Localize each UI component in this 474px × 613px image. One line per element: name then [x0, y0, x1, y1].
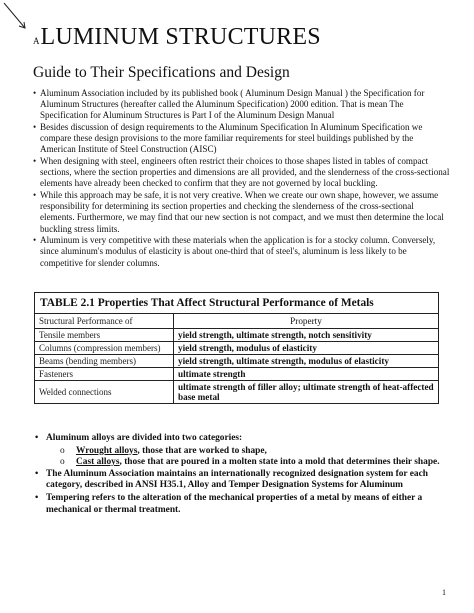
table-cell: ultimate strength [174, 368, 439, 381]
table-header-cell: Structural Performance of [35, 314, 174, 329]
circle-bullet-icon: o [60, 457, 65, 468]
alloy-categories-section [33, 433, 448, 517]
table-row [35, 329, 439, 342]
bullet-item: • While this approach may be safe, it is not very creative. When we create our own shape, however, we assume responsibility for determining its section properties and checking the slenderness of the cross-sectional elements. Furthermore, we may find that our new section is not compact, and we must then determine the local buckling stress limits. [33, 190, 444, 234]
bullet-dot-icon: • [33, 190, 37, 200]
circle-bullet-icon: o [60, 445, 65, 456]
table-cell: yield strength, modulus of elasticity [174, 342, 439, 355]
intro-bullet-list [33, 88, 450, 269]
page-title [33, 24, 321, 51]
bullet-item: • Aluminum alloys are divided into two categories: [35, 433, 243, 443]
table-header-row [35, 314, 439, 329]
bullet-dot-icon: • [33, 122, 37, 132]
bullet-dot-icon: • [35, 492, 39, 503]
table-row [35, 342, 439, 355]
bullet-dot-icon: • [35, 433, 39, 443]
table-row [35, 381, 439, 404]
bullet-item: • Aluminum is very competitive with these materials when the application is for a stocky column. Conversely, since aluminum's modulus of elasticity is about one-third that of steel's, aluminum is less likely to be competitive for slender columns. [33, 235, 436, 268]
sub-bullet-item: o Cast alloys, those that are poured in a molten state into a mold that determines their shape. [60, 457, 440, 468]
table-cell: Columns (compression members) [35, 342, 174, 355]
table-row [35, 355, 439, 368]
table-header-cell: Property [174, 314, 439, 329]
table-cell: yield strength, ultimate strength, modulus of elasticity [174, 355, 439, 368]
table-cell: ultimate strength of filler alloy; ultimate strength of heat-affected base metal [174, 381, 439, 404]
table-caption: TABLE 2.1 Properties That Affect Structural Performance of Metals [34, 292, 439, 313]
page-number: 1 [442, 588, 446, 597]
bullet-item: • Tempering refers to the alteration of the mechanical properties of a metal by means of either a mechanical or thermal treatment. [35, 492, 423, 515]
bullet-item: • The Aluminum Association maintains an internationally recognized designation system for each category, described in ANSI H35.1, Alloy and Temper Designation Systems for Aluminum [35, 468, 428, 491]
properties-table [34, 292, 439, 404]
bullet-item: • Besides discussion of design requirements to the Aluminum Specification In Aluminum Specification we compare these design provisions to the more familiar requirements for steel buildings published by the American Institute of Steel Construction (AISC) [33, 122, 423, 155]
page-subtitle: Guide to Their Specifications and Design [33, 64, 290, 81]
bullet-dot-icon: • [33, 156, 37, 166]
bullet-item: • Aluminum Association included by its published book ( Aluminum Design Manual ) the Specification for Aluminum Structures (hereafter called the Aluminum Specification) 2000 edition. That is mean The Specification for Aluminum Structures is Part I of the Aluminum Design Manual [33, 88, 425, 121]
table-row [35, 368, 439, 381]
table-cell: Fasteners [35, 368, 174, 381]
title-first-letter: A [33, 36, 40, 46]
bullet-dot-icon: • [33, 88, 37, 98]
title-rest: LUMINUM STRUCTURES [40, 24, 321, 50]
corner-arrow-icon [3, 2, 29, 32]
table-cell: Tensile members [35, 329, 174, 342]
bullet-dot-icon: • [35, 468, 39, 479]
table-cell: Beams (bending members) [35, 355, 174, 368]
sub-bullet-item: o Wrought alloys, those that are worked to shape, [60, 445, 267, 456]
bullet-dot-icon: • [33, 235, 37, 246]
bullet-item: • When designing with steel, engineers often restrict their choices to those shapes listed in tables of compact sections, where the section properties and dimensions are all provided, and the slenderness of the cross-sectional elements have already been checked to confirm that they are not governed by local buckling. [33, 156, 450, 189]
table-cell: yield strength, ultimate strength, notch sensitivity [174, 329, 439, 342]
table-cell: Welded connections [35, 381, 174, 404]
